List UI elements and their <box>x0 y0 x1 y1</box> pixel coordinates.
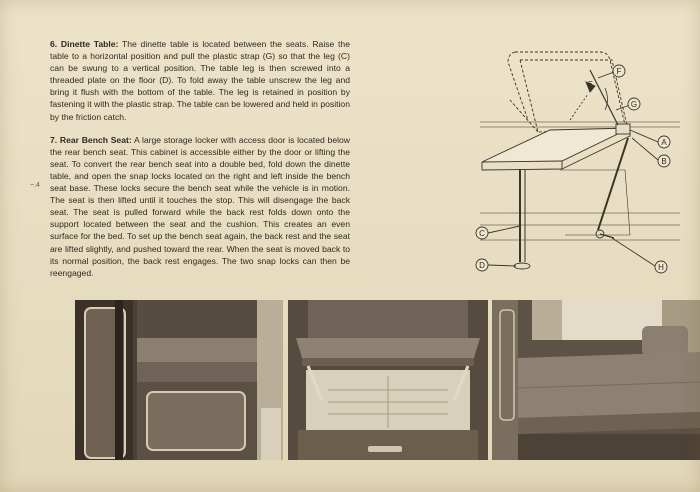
section-dinette-table <box>50 38 350 123</box>
section-bench-body: A large storage locker with access door is located below the rear bench seat. This cabinet is accessible either by the door or lifting the seat. To convert the rear bench seat into a double bed, fold down the dinette table, and open the snap locks located on the right and left inside the bench seat base. These locks secure the bench seat while the vehicle is in motion. The seat is then lifted until it touches the stop. This will disengage the back seat. The seat is pulled forward while the back rest folds down onto the support located between the seat and the cushion. This creates an even surface for the bed. To set up the bench seat again, the back rest and the seat are lifted slightly, and pushed toward the rear. When the seat is moved back to its normal position, the back rest engages. The two snap locks can then be reengaged. <box>50 134 350 278</box>
photo-seat-lifted <box>288 300 488 460</box>
photo-bench-as-bed <box>492 300 700 460</box>
callout-b <box>658 155 670 167</box>
callout-h <box>655 261 667 273</box>
svg-text:H: H <box>658 263 664 272</box>
svg-text:F: F <box>616 67 622 76</box>
section-dinette-heading: 6. Dinette Table: <box>50 39 119 49</box>
section-bench-heading: 7. Rear Bench Seat: <box>50 134 132 145</box>
callout-g <box>628 98 640 110</box>
photo-bench-seat-locker <box>75 300 283 460</box>
dinette-table-diagram <box>440 30 680 292</box>
svg-text:B: B <box>661 157 667 166</box>
callout-f <box>613 65 625 77</box>
svg-text:C: C <box>479 229 485 238</box>
callout-e <box>588 81 593 88</box>
svg-text:A: A <box>661 138 667 147</box>
callout-a <box>658 136 670 148</box>
svg-text:E: E <box>587 81 593 88</box>
section-rear-bench-seat <box>50 134 350 279</box>
instructions-text <box>50 38 350 290</box>
svg-text:D: D <box>479 261 485 270</box>
margin-pencil-mark: ~.4 <box>30 182 40 189</box>
callout-c <box>476 227 488 239</box>
section-dinette-body: The dinette table is located between the seats. Raise the table to a horizontal position and pull the plastic strap (G) so that the leg (C) can be swung to a vertical position. The table leg is then screwed into a threaded plate on the floor (D). To fold away the table unscrew the leg and bring it flush with the bottom of the table. The leg is retained in position by fastening it with the plastic strap. The table can be lowered and held in position by the friction catch. <box>50 39 350 122</box>
callout-d <box>476 259 488 271</box>
svg-text:G: G <box>630 100 638 109</box>
